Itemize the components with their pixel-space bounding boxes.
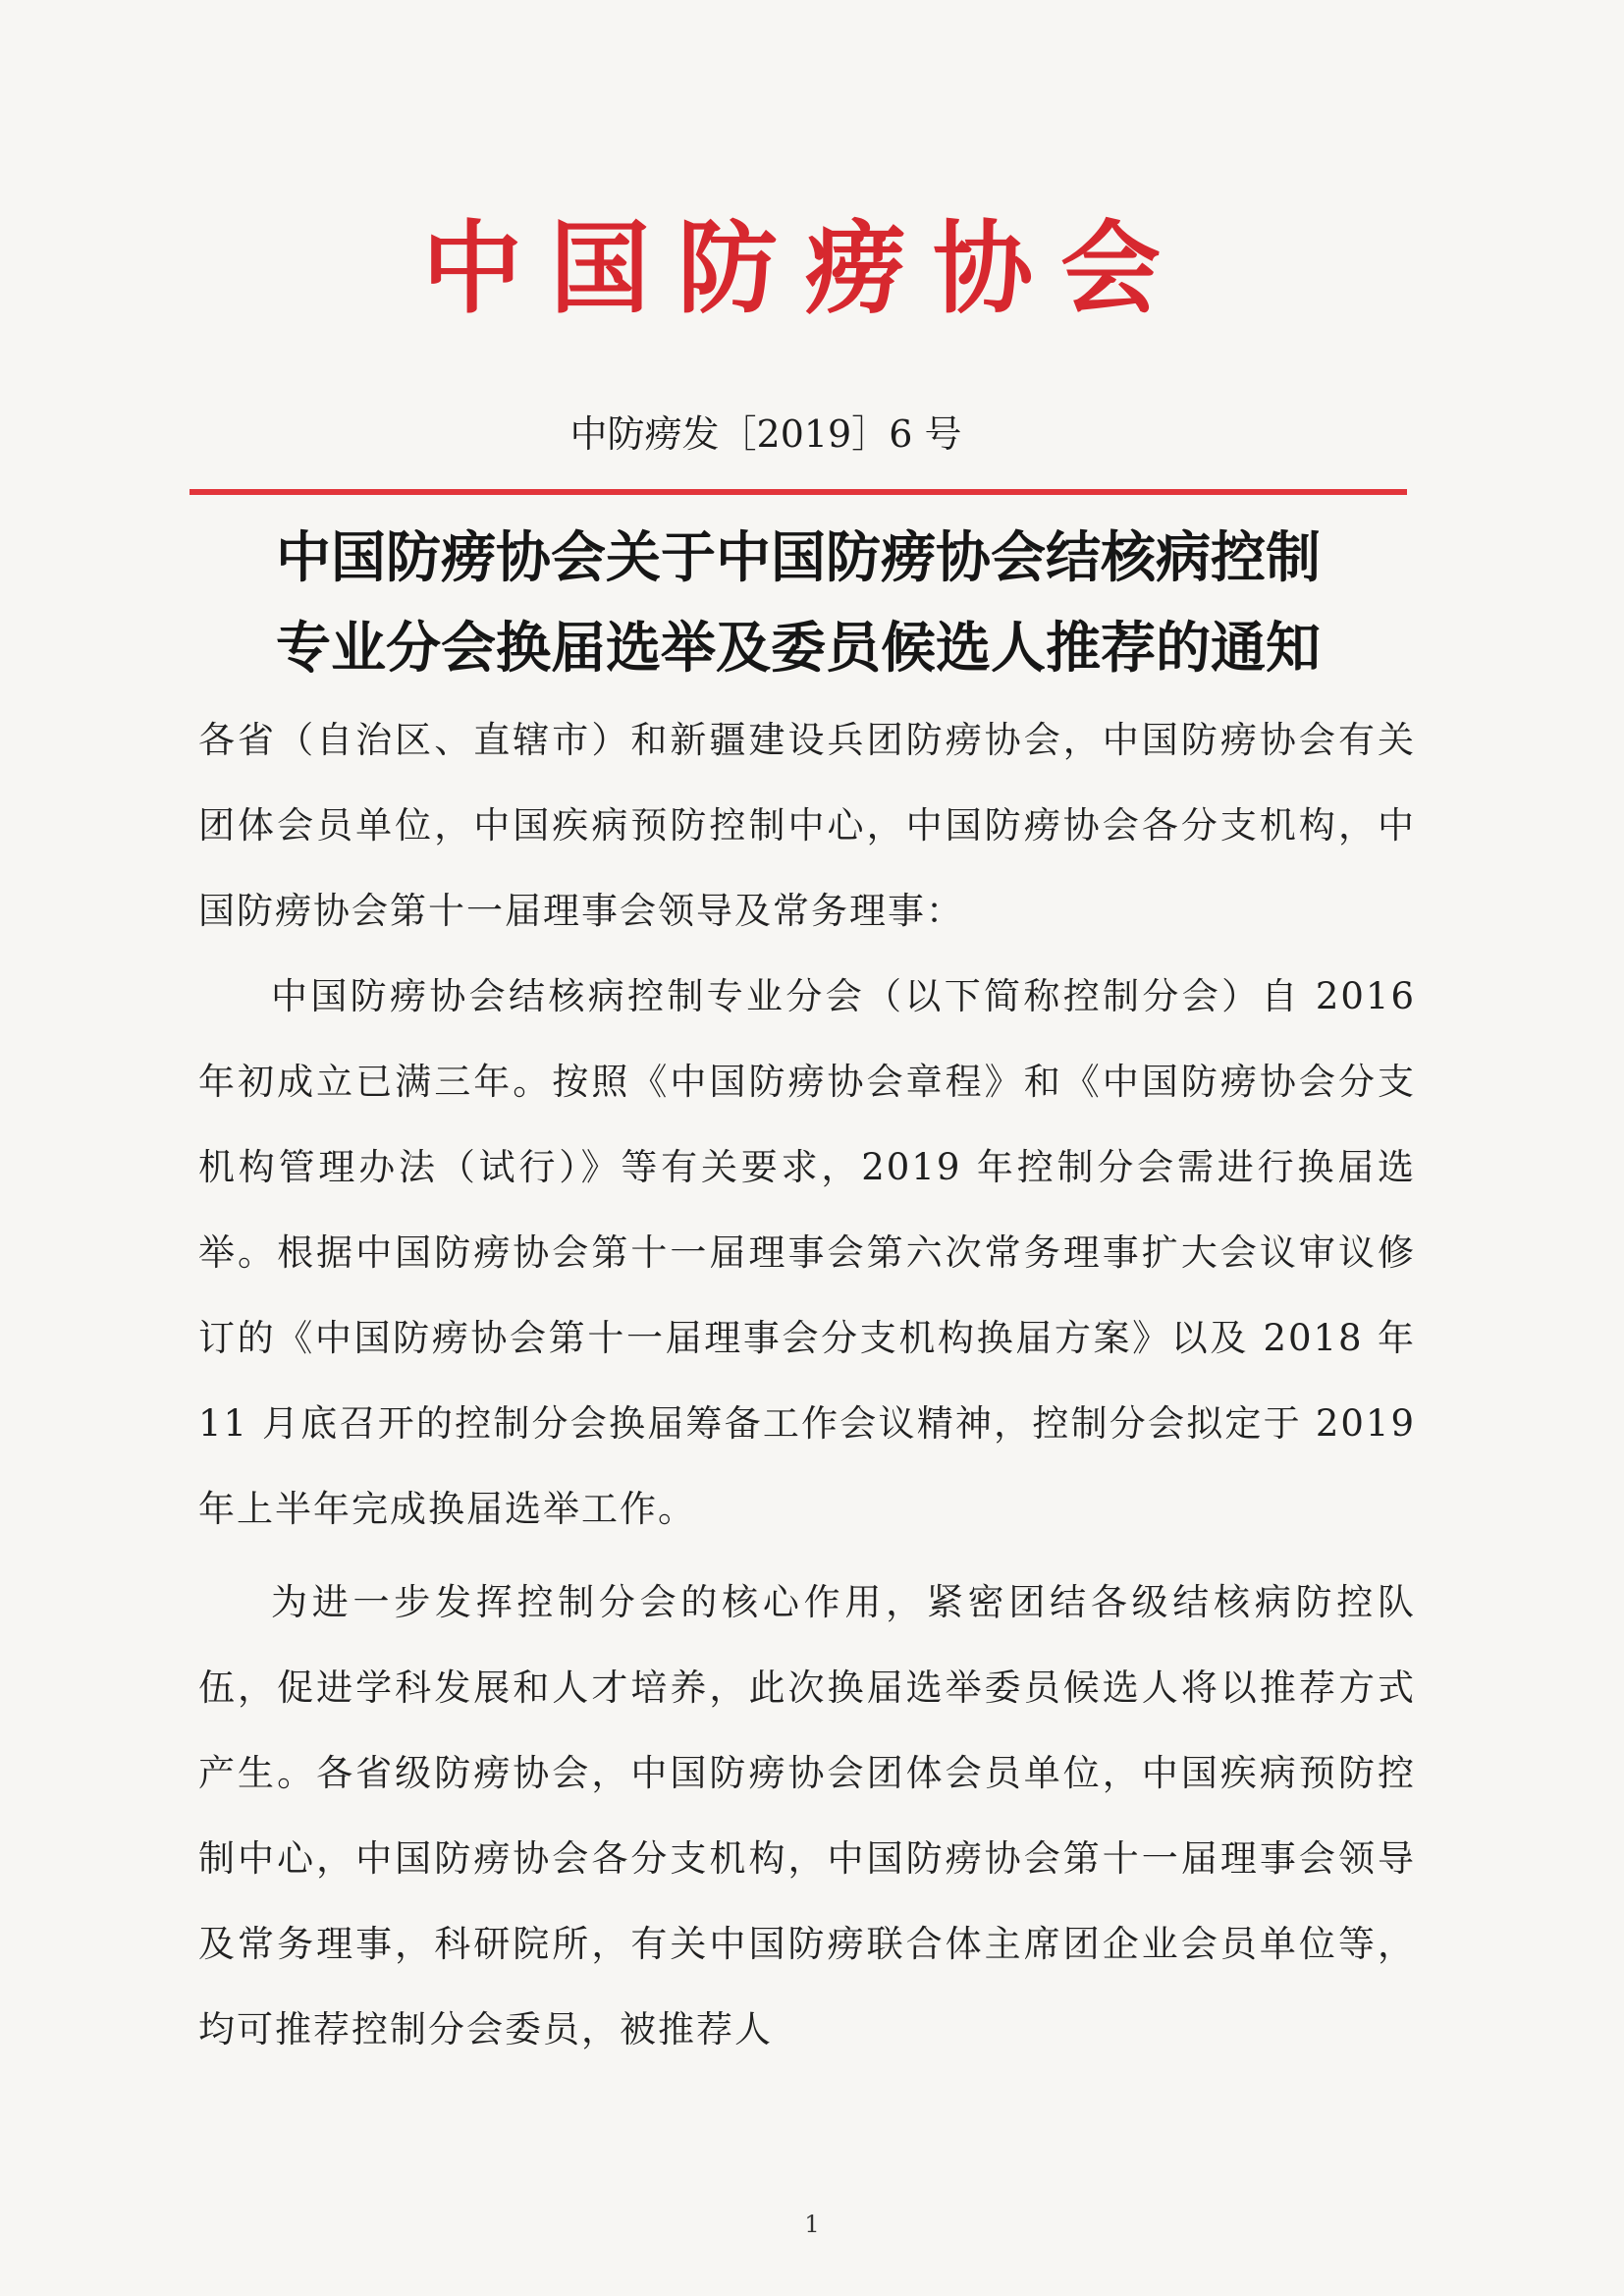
document-title	[189, 513, 1407, 693]
body-paragraph-2: 为进一步发挥控制分会的核心作用，紧密团结各级结核病防控队伍，促进学科发展和人才培养，此次换届选举委员候选人将以推荐方式产生。各省级防痨协会，中国防痨协会团体会员单位，中国疾病预防控制中心，中国防痨协会各分支机构，中国防痨协会第十一届理事会领导及常务理事，科研院所，有关中国防痨联合体主席团企业会员单位等，均可推荐控制分会委员，被推荐人	[198, 1581, 1416, 2050]
document-number: 中防痨发［2019］6 号	[569, 412, 962, 456]
issuing-organization-header: 中国防痨协会	[422, 211, 1188, 328]
red-divider-rule	[189, 489, 1407, 495]
document-body	[198, 697, 1416, 2072]
body-paragraph-1: 中国防痨协会结核病控制专业分会（以下简称控制分会）自 2016 年初成立已满三年。按照《中国防痨协会章程》和《中国防痨协会分支机构管理办法（试行）》等有关要求，2019 年控制分会需进行换届选举。根据中国防痨协会第十一届理事会第六次常务理事扩大会议审议修订的《中国防痨协会第十一届理事会分支机构换届方案》以及 2018 年 11 月底召开的控制分会换届筹备工作会议精神，控制分会拟定于 2019 年上半年完成换届选举工作。	[198, 975, 1416, 1530]
document-title-line-1: 中国防痨协会关于中国防痨协会结核病控制	[276, 525, 1321, 590]
document-title-line-2: 专业分会换届选举及委员候选人推荐的通知	[276, 616, 1321, 681]
page-number: 1	[804, 2211, 820, 2238]
salutation-paragraph: 各省（自治区、直辖市）和新疆建设兵团防痨协会，中国防痨协会有关团体会员单位，中国疾病预防控制中心，中国防痨协会各分支机构，中国防痨协会第十一届理事会领导及常务理事：	[198, 719, 1416, 932]
